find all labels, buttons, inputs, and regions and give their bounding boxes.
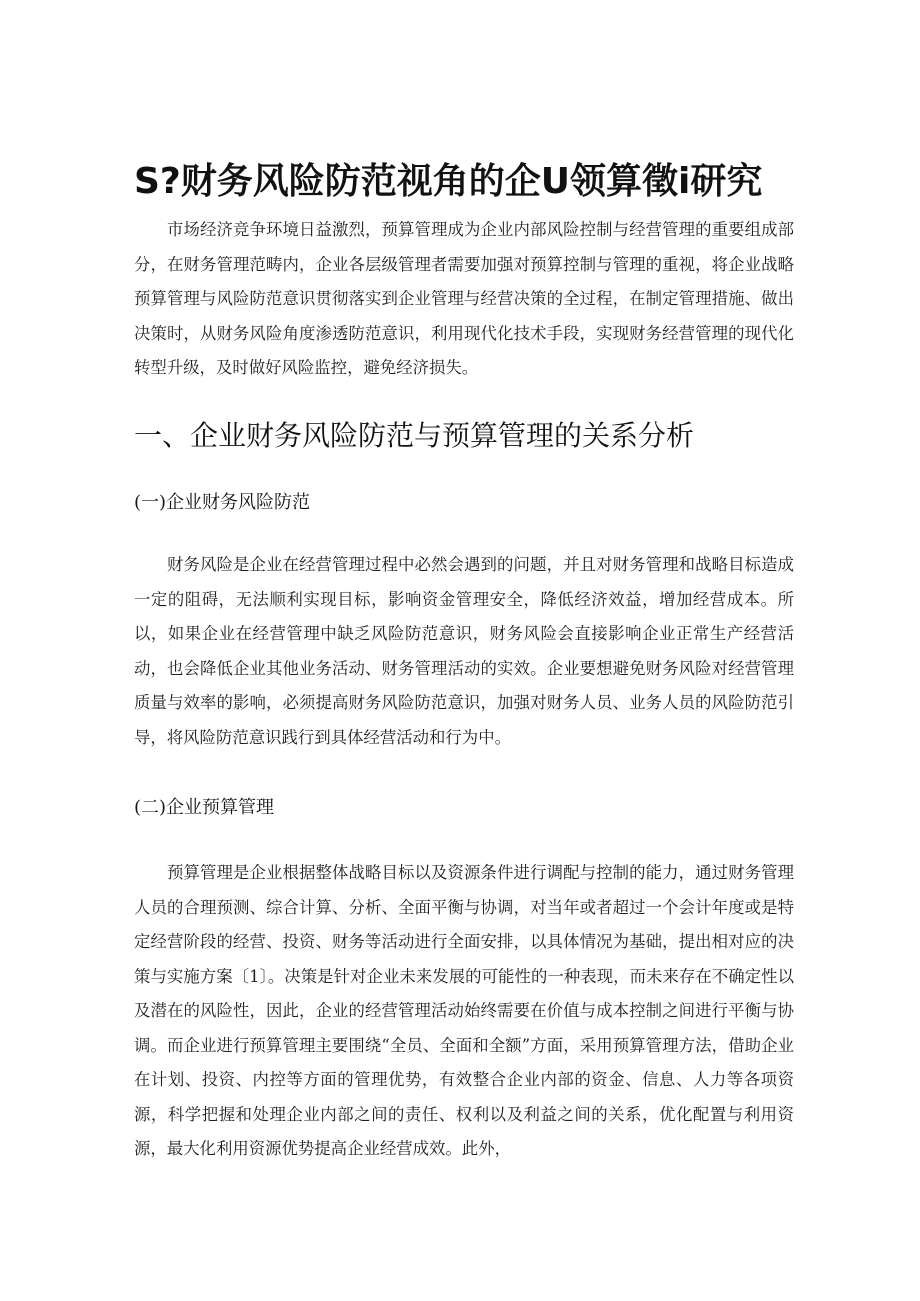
document-title: S?财务风险防范视角的企U领算徵i研究 xyxy=(134,161,763,203)
risk-prevention-paragraph: 财务风险是企业在经营管理过程中必然会遇到的问题，并且对财务管理和战略目标造成一定的阻碍，无法顺利实现目标，影响资金管理安全，降低经济效益，增加经营成本。所以，如果企业在经营管理中缺乏风险防范意识，财务风险会直接影响企业正常生产经营活动，也会降低企业其他业务活动、财务管理活动的实效。企业要想避免财务风险对经营管理质量与效率的影响，必须提高财务风险防范意识，加强对财务人员、业务人员的风险防范引导，将风险防范意识践行到具体经营活动和行为中。 xyxy=(134,555,794,747)
intro-paragraph: 市场经济竞争环境日益激烈，预算管理成为企业内部风险控制与经营管理的重要组成部分，在财务管理范畴内，企业各层级管理者需要加强对预算控制与管理的重视，将企业战略预算管理与风险防范意识贯彻落实到企业管理与经营决策的全过程，在制定管理措施、做出决策时，从财务风险角度渗透防范意识，利用现代化技术手段，实现财务经营管理的现代化转型升级，及时做好风险监控，避免经济损失。 xyxy=(134,220,794,377)
subsection-heading-risk-prevention: (一)企业财务风险防范 xyxy=(134,492,311,513)
subsection-heading-budget-management: (二)企业预算管理 xyxy=(134,797,275,818)
budget-management-paragraph: 预算管理是企业根据整体战略目标以及资源条件进行调配与控制的能力，通过财务管理人员的合理预测、综合计算、分析、全面平衡与协调，对当年或者超过一个会计年度或是特定经营阶段的经营、投资、财务等活动进行全面安排，以具体情况为基础，提出相对应的决策与实施方案〔1〕。决策是针对企业未来发展的可能性的一种表现，而未来存在不确定性以及潜在的风险性，因此，企业的经营管理活动始终需要在价值与成本控制之间进行平衡与协调。而企业进行预算管理主要围绕“全员、全面和全额”方面，采用预算管理方法，借助企业在计划、投资、内控等方面的管理优势，有效整合企业内部的资金、信息、人力等各项资源，科学把握和处理企业内部之间的责任、权利以及利益之间的关系，优化配置与利用资源，最大化利用资源优势提高企业经营成效。此外， xyxy=(134,863,794,1158)
section-heading: 一、企业财务风险防范与预算管理的关系分析 xyxy=(134,419,695,452)
